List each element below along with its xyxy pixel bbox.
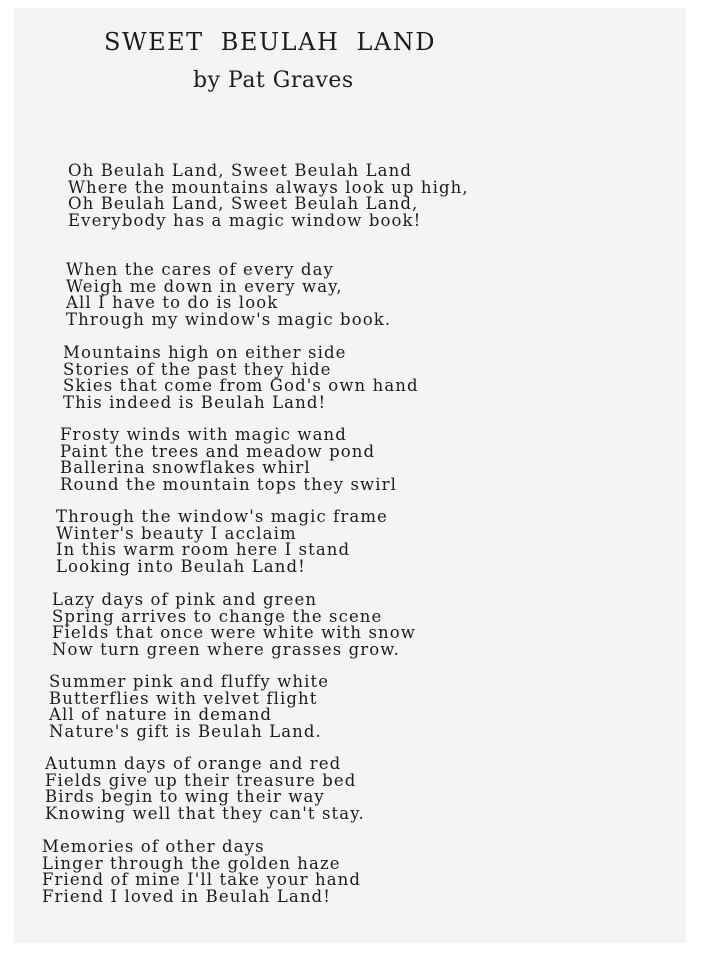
poem-line: Through the window's magic frame (56, 507, 388, 526)
poem-line: All I have to do is look (66, 293, 279, 313)
poem-line: Fields give up their treasure bed (45, 770, 357, 790)
poem-line: Paint the trees and meadow pond (60, 441, 376, 461)
poem-line: Skies that come from God's own hand (63, 376, 419, 396)
stanza-9 (42, 839, 361, 905)
poem-title: SWEET BEULAH LAND (104, 28, 437, 56)
stanza-5 (56, 509, 388, 575)
poem-line: Butterflies with velvet flight (49, 688, 318, 708)
poem-line: All of nature in demand (49, 705, 273, 725)
stanza-3 (63, 345, 419, 411)
poem-line: Knowing well that they can't stay. (45, 803, 365, 823)
poem-line: Lazy days of pink and green (52, 590, 318, 609)
poem-line: Now turn green where grasses grow. (52, 639, 400, 659)
poem-line: Weigh me down in every way, (66, 276, 343, 296)
stanza-4 (60, 427, 397, 493)
poem-line: Friend of mine I'll take your hand (42, 870, 362, 890)
poem-line: Frosty winds with magic wand (60, 425, 347, 444)
poem-line: Spring arrives to change the scene (52, 606, 383, 626)
poem-line: Friend I loved in Beulah Land! (42, 886, 331, 906)
poem-line: When the cares of every day (66, 260, 334, 279)
poem-line: Looking into Beulah Land! (56, 556, 306, 576)
stanza-8 (45, 756, 365, 822)
poem-line: In this warm room here I stand (56, 540, 351, 560)
poem-line: Round the mountain tops they swirl (60, 474, 397, 494)
poem-line: Summer pink and fluffy white (49, 672, 330, 691)
poem-line: Mountains high on either side (63, 343, 347, 362)
poem-line: Oh Beulah Land, Sweet Beulah Land (68, 161, 412, 180)
poem-line: Linger through the golden haze (42, 853, 341, 873)
poem-line: Ballerina snowflakes whirl (60, 458, 311, 478)
poem-line: Fields that once were white with snow (52, 623, 417, 643)
poem-line: Stories of the past they hide (63, 359, 332, 379)
poem-line: Everybody has a magic window book! (68, 210, 422, 230)
stanza-7 (49, 674, 329, 740)
poem-line: Memories of other days (42, 837, 265, 856)
poem-line: Nature's gift is Beulah Land. (49, 721, 322, 741)
poem-author: by Pat Graves (193, 68, 354, 93)
stanza-2 (66, 262, 391, 328)
poem-line: Where the mountains always look up high, (68, 177, 469, 197)
poem-line: Through my window's magic book. (66, 309, 392, 329)
poem-line: Oh Beulah Land, Sweet Beulah Land, (68, 194, 419, 214)
poem-line: Birds begin to wing their way (45, 787, 325, 807)
poem-line: This indeed is Beulah Land! (63, 392, 327, 412)
stanza-1 (68, 163, 469, 229)
poem-line: Autumn days of orange and red (45, 754, 342, 773)
poem-line: Winter's beauty I acclaim (56, 523, 297, 543)
stanza-6 (52, 592, 416, 658)
